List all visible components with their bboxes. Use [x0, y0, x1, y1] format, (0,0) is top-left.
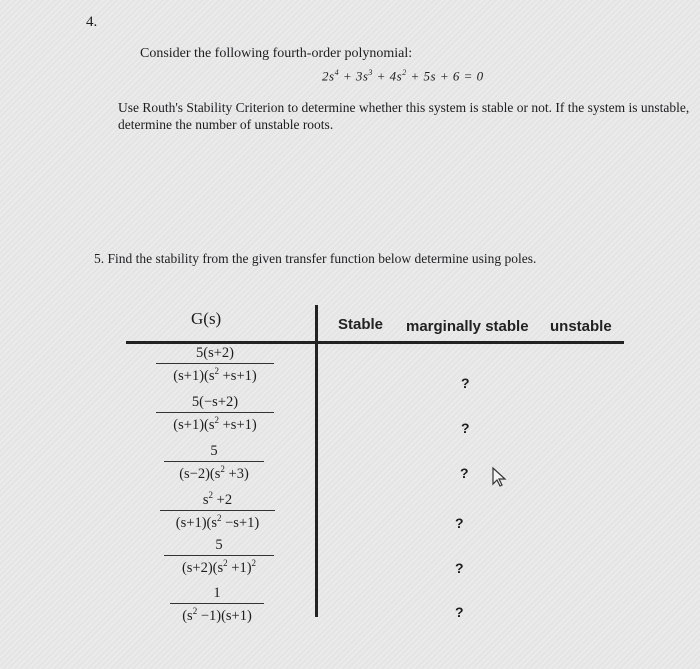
answer-row-4: ? — [455, 515, 464, 531]
header-stable: Stable — [338, 316, 384, 333]
question-4-number: 4. — [86, 14, 98, 30]
answer-row-6: ? — [455, 604, 464, 620]
transfer-function-row-3: 5 $(s-2)(s^2 +3)$ — [164, 443, 264, 483]
polynomial-equation: $2s^4 + 3s^3 + 4s^2 + 5s + 6 = 0$ — [322, 68, 484, 84]
question-4-intro: Consider the following fourth-order polynomial: — [140, 46, 413, 61]
header-transfer-function: G(s) — [191, 309, 222, 328]
header-unstable: unstable — [550, 318, 612, 335]
answer-row-5: ? — [455, 560, 464, 576]
table-column-divider — [315, 305, 318, 617]
answer-row-3: ? — [460, 465, 469, 481]
transfer-function-row-2: 5(−s+2) $(s+1)(s^2 +s+1)$ — [156, 394, 274, 434]
mouse-cursor-icon — [490, 466, 512, 488]
transfer-function-row-6: 1 $(s^2 -1)(s+1)$ — [170, 585, 264, 625]
answer-row-2: ? — [461, 420, 470, 436]
answer-row-1: ? — [461, 375, 470, 391]
transfer-function-row-1: 5(s+2) $(s+1)(s^2 +s+1)$ — [156, 345, 274, 385]
question-4-instruction: Use Routh's Stability Criterion to determine whether this system is stable or not. If the system is unstable, determine the number of unstable roots. — [118, 100, 690, 132]
question-5-prompt: 5. Find the stability from the given transfer function below determine using poles. — [94, 251, 537, 266]
transfer-function-row-5: 5 $(s+2)(s^2 +1)^2$ — [164, 537, 274, 577]
table-header-rule — [126, 341, 624, 344]
transfer-function-row-4: $s^2 +2$ $(s+1)(s^2 -s+1)$ — [160, 490, 275, 532]
header-marginally-stable: marginally stable — [406, 318, 529, 335]
